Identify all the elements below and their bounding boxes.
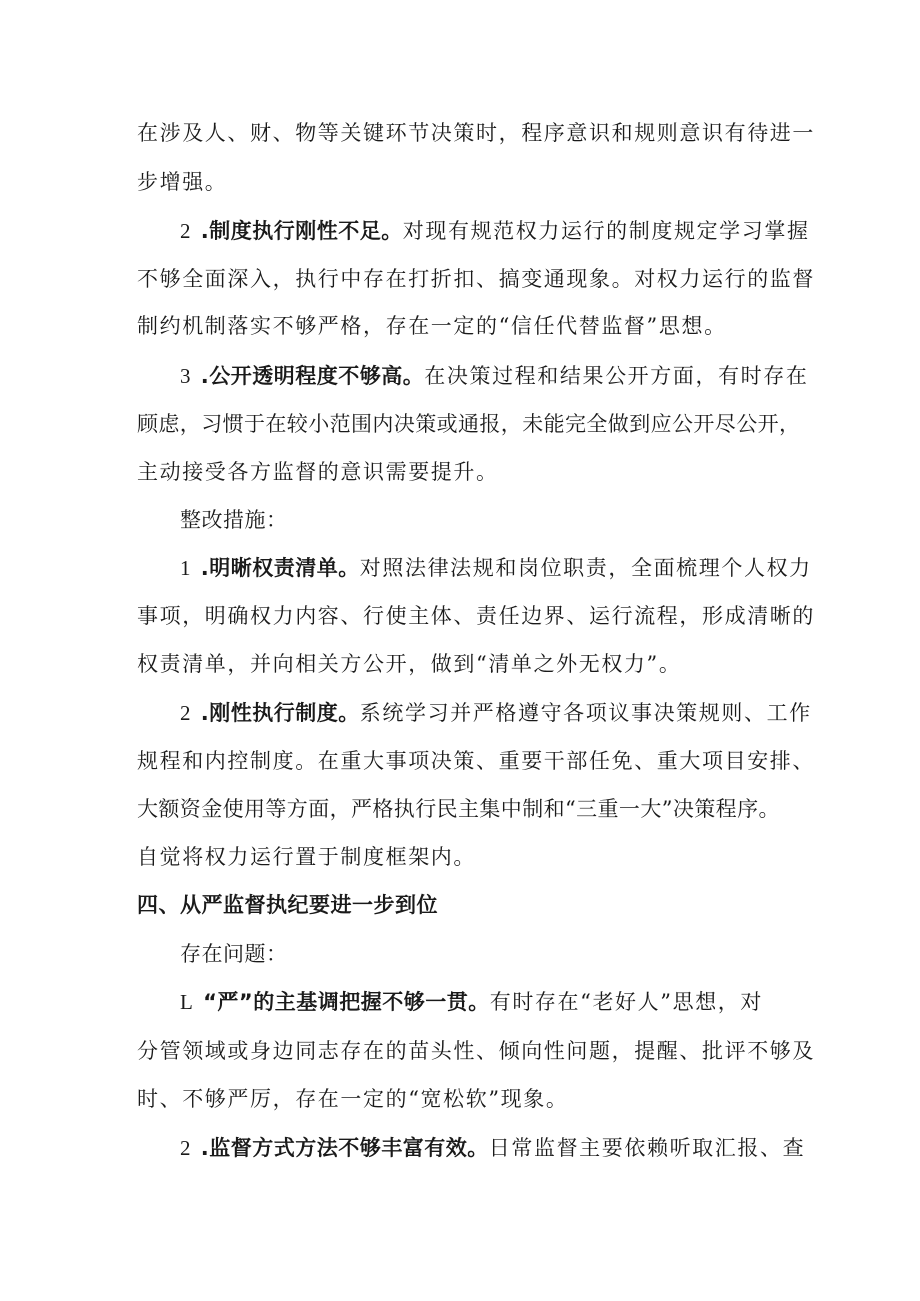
item-number: 3 [180, 364, 191, 388]
text-line: 事项，明确权力内容、行使主体、责任边界、运行流程，形成清晰的 [137, 604, 815, 628]
item-text: 有时存在“老好人”思想，对 [489, 990, 763, 1014]
problem-item-1 [180, 987, 763, 1017]
text-line: 时、不够严厉，存在一定的“宽松软”现象。 [137, 1087, 569, 1111]
text-line: 在涉及人、财、物等关键环节决策时，程序意识和规则意识有待进一 [137, 121, 815, 145]
item-text: 对照法律法规和岗位职责，全面梳理个人权力 [359, 556, 812, 580]
item-heading: .明晰权责清单。 [200, 556, 360, 580]
text-line: 制约机制落实不够严格，存在一定的“信任代替监督”思想。 [137, 314, 727, 338]
item-heading: .公开透明程度不够高。 [200, 364, 425, 388]
measure-item-2 [180, 698, 812, 728]
measure-item-1 [180, 553, 812, 583]
problem-item-2 [180, 1133, 805, 1163]
item-number: 2 [180, 701, 191, 725]
text-line: 自觉将权力运行置于制度框架内。 [137, 845, 476, 869]
text-line: 权责清单，并向相关方公开，做到“清单之外无权力”。 [137, 652, 682, 676]
section-heading-4: 四、从严监督执纪要进一步到位 [137, 893, 438, 917]
subheading-existing-problems: 存在问题： [180, 942, 288, 966]
text-line: 规程和内控制度。在重大事项决策、重要干部任免、重大项目安排、 [137, 749, 815, 773]
paragraph-item-3 [180, 361, 808, 391]
item-heading: .监督方式方法不够丰富有效。 [200, 1136, 489, 1160]
item-text: 日常监督主要依赖听取汇报、查 [488, 1136, 806, 1160]
item-text: 在决策过程和结果公开方面，有时存在 [424, 364, 809, 388]
text-line: 主动接受各方监督的意识需要提升。 [137, 460, 499, 484]
item-heading: “严”的主基调把握不够一贯。 [203, 990, 490, 1014]
subheading-rectification-measures: 整改措施： [180, 508, 288, 532]
text-line: 不够全面深入，执行中存在打折扣、搞变通现象。对权力运行的监督 [137, 267, 815, 291]
item-number: 2 [180, 1136, 191, 1160]
item-number: L [180, 990, 193, 1014]
text-line: 大额资金使用等方面，严格执行民主集中制和“三重一大”决策程序。 [137, 797, 780, 821]
item-text: 对现有规范权力运行的制度规定学习掌握 [402, 219, 810, 243]
item-heading: .制度执行刚性不足。 [200, 219, 403, 243]
item-number: 2 [180, 219, 191, 243]
item-heading: .刚性执行制度。 [200, 701, 360, 725]
item-number: 1 [180, 556, 191, 580]
text-line: 步增强。 [137, 170, 228, 194]
text-line: 顾虑，习惯于在较小范围内决策或通报，未能完全做到应公开尽公开， [137, 412, 801, 436]
paragraph-item-2 [180, 216, 810, 246]
text-line: 分管领域或身边同志存在的苗头性、倾向性问题，提醒、批评不够及 [137, 1039, 815, 1063]
item-text: 系统学习并严格遵守各项议事决策规则、工作 [359, 701, 812, 725]
